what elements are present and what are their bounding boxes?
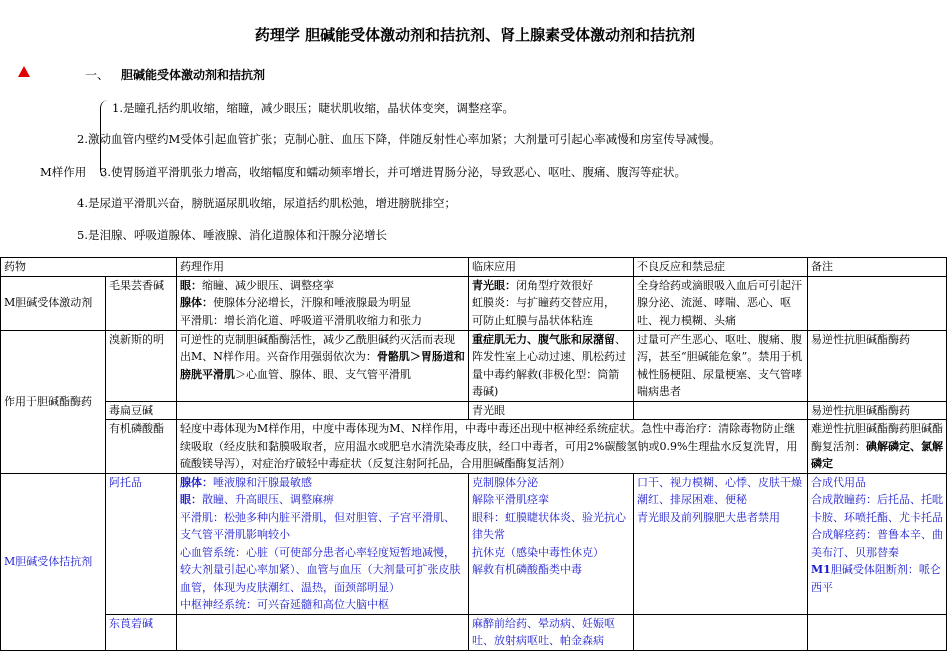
header-clinical-use: 临床应用 — [469, 258, 634, 277]
red-triangle-icon — [18, 66, 30, 77]
header-adverse: 不良反应和禁忌症 — [634, 258, 808, 277]
action-cell: 眼：缩瞳、减少眼压、调整痉挛 腺体：使腺体分泌增长，汗腺和唾液腺最为明显 平滑肌：增长消化道、呼吸道平滑肌收缩力和张力 — [177, 276, 469, 330]
adverse-cell: 口干、视力模糊、心悸、皮肤干燥潮红、排尿困难、便秘 青光眼及前列腺肥大患者禁用 — [634, 473, 808, 614]
category-cell: M胆碱受体拮抗剂 — [1, 473, 106, 650]
note-cell — [808, 614, 947, 650]
table-row — [1, 420, 947, 474]
m-effect-label: M样作用 — [40, 165, 87, 179]
action-cell: 可逆性的克制胆碱酯酶活性，减少乙酰胆碱约灭活而表现出M、N样作用。兴奋作用强弱依次为：骨骼肌＞胃肠道和膀胱平滑肌＞心血管、腺体、眼、支气管平滑肌 — [177, 330, 469, 401]
table-row — [1, 330, 947, 401]
table-row — [1, 276, 947, 330]
table-row — [1, 473, 947, 614]
header-note: 备注 — [808, 258, 947, 277]
header-drug: 药物 — [1, 258, 177, 277]
note-cell: 易逆性抗胆碱酯酶药 — [808, 401, 947, 420]
adverse-cell — [634, 401, 808, 420]
drug-name-cell: 东莨菪碱 — [106, 614, 177, 650]
table-row — [1, 614, 947, 650]
section-number: 一、 — [85, 68, 110, 82]
clinical-use-cell: 重症肌无力、腹气胀和尿潴留、阵发性室上心动过速、肌松药过量中毒约解救(非极化型：筒箭毒碱) — [469, 330, 634, 401]
m-effect-point-5: 5.是泪腺、呼吸道腺体、唾液腺、消化道腺体和汗腺分泌增长 — [77, 228, 387, 242]
adverse-cell: 过量可产生恶心、呕吐、腹痛、腹泻，甚至“胆碱能危象”。禁用于机械性肠梗阻、尿量梗塞、支气管哮喘病患者 — [634, 330, 808, 401]
description-cell: 轻度中毒体现为M样作用，中度中毒体现为M、N样作用，中毒中毒还出现中枢神经系统症状。急性中毒治疗：清除毒物防止继续吸取（经皮肤和黏膜吸取者，应用温水或肥皂水清洗染毒皮肤，经口中毒者，可用2%碳酸氢钠或0.9%生理盐水反复洗胃，用硫酸镁导泻），对症治疗破轻中毒症状（反复注射阿托品，合用胆碱酯酶复活剂） — [177, 420, 808, 474]
clinical-use-cell: 青光眼 — [469, 401, 634, 420]
clinical-use-cell: 麻醉前给药、晕动病、妊娠呕吐、放射病呕吐、帕金森病 — [469, 614, 634, 650]
action-cell — [177, 401, 469, 420]
adverse-cell — [634, 614, 808, 650]
table-header-row — [1, 258, 947, 277]
m-effect-point-2: 2.激动血管内壁约M受体引起血管扩张；克制心脏、血压下降，伴随反射性心率加紧；大剂量可引起心率减慢和房室传导减慢。 — [77, 132, 721, 146]
clinical-use-cell: 克制腺体分泌 解除平滑肌痉挛 眼科：虹膜睫状体炎、验光抗心律失常 抗休克（感染中毒性休克） 解救有机磷酸酯类中毒 — [469, 473, 634, 614]
note-cell: 难逆性抗胆碱酯酶药胆碱酯酶复活剂：碘解磷定、氯解磷定 — [808, 420, 947, 474]
table-row — [1, 401, 947, 420]
category-cell: 作用于胆碱酯酶药 — [1, 330, 106, 473]
note-cell: 合成代用品 合成散瞳药：后托品、托吡卡胺、环喷托酯、尤卡托品 合成解痉药：普鲁本辛、曲美布汀、贝那替秦 M1胆碱受体阻断剂：哌仑西平 — [808, 473, 947, 614]
drug-table — [0, 257, 947, 651]
drug-name-cell: 毛果芸香碱 — [106, 276, 177, 330]
section-title: 胆碱能受体激动剂和拮抗剂 — [121, 68, 266, 82]
action-cell — [177, 614, 469, 650]
clinical-use-cell: 青光眼：闭角型疗效很好 虹膜炎：与扩瞳药交替应用， 可防止虹膜与晶状体粘连 — [469, 276, 634, 330]
drug-name-cell: 溴新斯的明 — [106, 330, 177, 401]
m-effect-point-3: 3.使胃肠道平滑肌张力增高，收缩幅度和蠕动频率增长，并可增进胃肠分泌，导致恶心、呕吐、腹痛、腹泻等症状。 — [100, 165, 686, 179]
page-title: 药理学 胆碱能受体激动剂和拮抗剂、肾上腺素受体激动剂和拮抗剂 — [254, 26, 696, 44]
adverse-cell: 全身给药或滴眼吸入血后可引起汗腺分泌、流涎、哮喘、恶心、呕吐、视力模糊、头痛 — [634, 276, 808, 330]
drug-name-cell: 阿托品 — [106, 473, 177, 614]
drug-name-cell: 有机磷酸酯 — [106, 420, 177, 474]
note-cell: 易逆性抗胆碱酯酶药 — [808, 330, 947, 401]
note-cell — [808, 276, 947, 330]
action-cell: 腺体：唾液腺和汗腺最敏感 眼：散瞳、升高眼压、调整麻痹 平滑肌：松弛多种内脏平滑肌，但对胆管、子宫平滑肌、支气管平滑肌影响较小 心血管系统：心脏（可使部分患者心率轻度短暂地减慢，较大剂量引起心率加紧）、血管与血压（大剂量可扩张皮肤血管，体现为皮肤潮红、温热，面颈部明显） 中枢神经系统：可兴奋延髓和高位大脑中枢 — [177, 473, 469, 614]
drug-name-cell: 毒扁豆碱 — [106, 401, 177, 420]
header-action: 药理作用 — [177, 258, 469, 277]
m-effect-point-4: 4.是尿道平滑肌兴奋，膀胱逼尿肌收缩，尿道括约肌松弛，增进膀胱排空； — [77, 196, 456, 210]
category-cell: M胆碱受体激动剂 — [1, 276, 106, 330]
m-effect-point-1: 1.是瞳孔括约肌收缩，缩瞳，减少眼压；睫状肌收缩，晶状体变突，调整痉挛。 — [112, 101, 514, 115]
